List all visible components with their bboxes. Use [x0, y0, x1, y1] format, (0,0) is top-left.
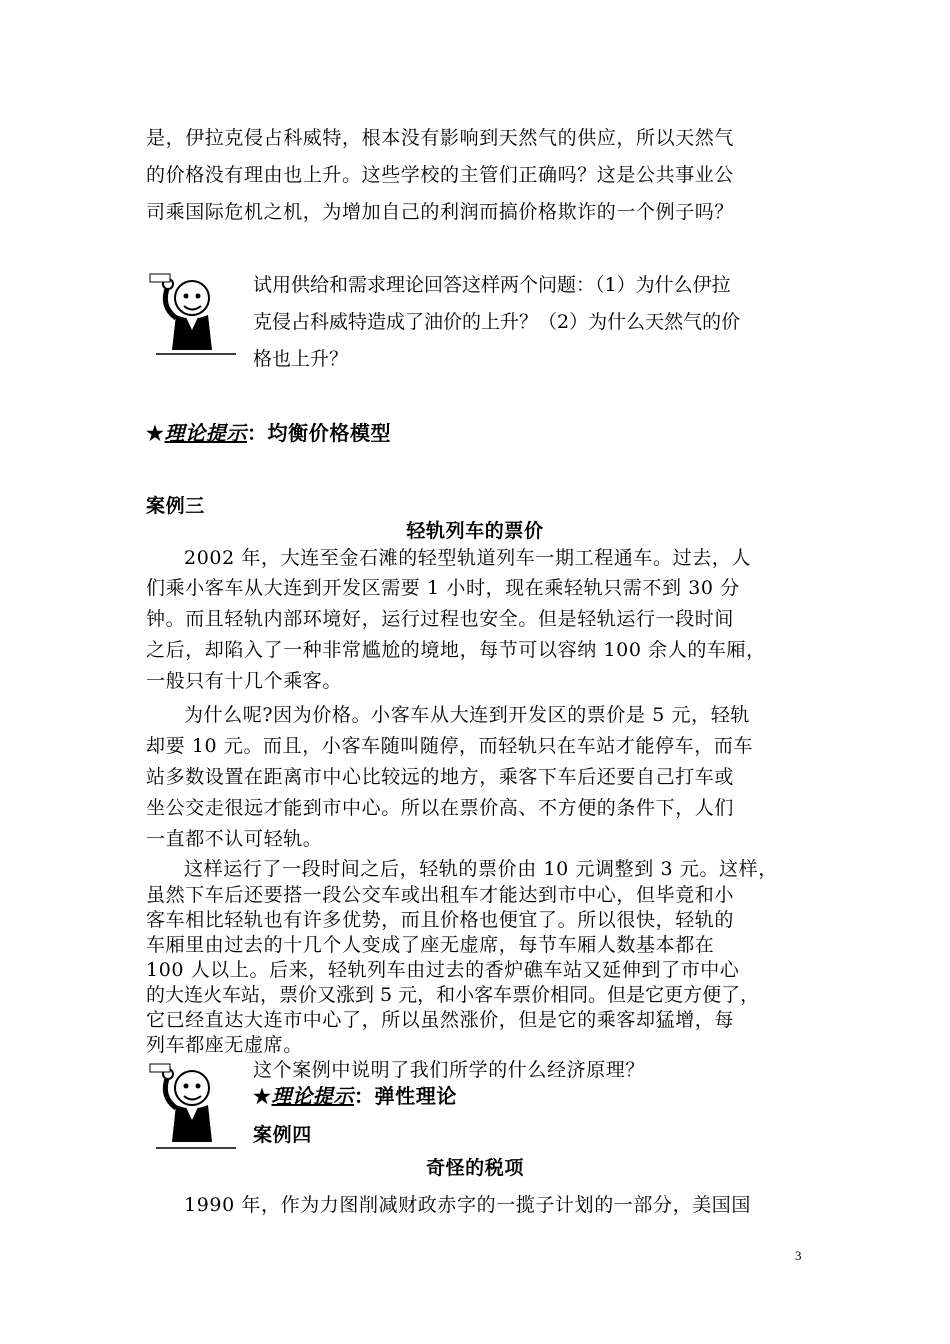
- page-number: 3: [795, 1248, 802, 1263]
- theory-hint-1: [146, 420, 391, 446]
- hint-colon: ：: [353, 1084, 375, 1108]
- case3-line-9: 坐公交走很远才能到市中心。所以在票价高、不方便的条件下，人们: [146, 797, 735, 819]
- case3-question: 这个案例中说明了我们所学的什么经济原理？: [253, 1059, 646, 1081]
- case3-line-14: 车厢里由过去的十几个人变成了座无虚席，每节车厢人数基本都在: [146, 934, 715, 956]
- hint-label: 理论提示: [271, 1084, 354, 1108]
- case4-label: 案例四: [253, 1124, 312, 1146]
- case3-title: 轻轨列车的票价: [406, 520, 544, 542]
- case3-label: 案例三: [146, 495, 205, 517]
- case3-line-15: 100 人以上。后来，轻轨列车由过去的香炉礁车站又延伸到了市中心: [146, 959, 740, 981]
- case3-line-16: 的大连火车站，票价又涨到 5 元，和小客车票价相同。但是它更方便了，: [146, 984, 760, 1006]
- case3-line-18: 列车都座无虚席。: [146, 1034, 303, 1056]
- case3-line-6: 为什么呢?因为价格。小客车从大连到开发区的票价是 5 元，轻轨: [184, 704, 750, 726]
- question1-line-1: 试用供给和需求理论回答这样两个问题：（1）为什么伊拉: [253, 274, 731, 296]
- case3-line-8: 站多数设置在距离市中心比较远的地方，乘客下车后还要自己打车或: [146, 766, 735, 788]
- intro-line-1: 是，伊拉克侵占科威特，根本没有影响到天然气的供应，所以天然气: [146, 127, 735, 149]
- hint-text: 均衡价格模型: [267, 421, 392, 445]
- case3-line-3: 钟。而且轻轨内部环境好，运行过程也安全。但是轻轨运行一段时间: [146, 608, 735, 630]
- case3-line-10: 一直都不认可轻轨。: [146, 828, 323, 850]
- case3-line-2: 们乘小客车从大连到开发区需要 1 小时，现在乘轻轨只需不到 30 分: [146, 577, 740, 599]
- hint-text: 弹性理论: [374, 1084, 457, 1108]
- case3-line-13: 客车相比轻轨也有许多优势，而且价格也便宜了。所以很快，轻轨的: [146, 909, 735, 931]
- case3-line-7: 却要 10 元。而且，小客车随叫随停，而轻轨只在车站才能停车，而车: [146, 735, 754, 757]
- intro-line-3: 司乘国际危机之机，为增加自己的利润而搞价格欺诈的一个例子吗？: [146, 201, 735, 223]
- case4-line-1: 1990 年，作为力图削减财政赤字的一揽子计划的一部分，美国国: [184, 1194, 751, 1216]
- hint-colon: ：: [246, 421, 268, 445]
- intro-line-2: 的价格没有理由也上升。这些学校的主管们正确吗？这是公共事业公: [146, 164, 735, 186]
- thinking-man-icon: [146, 268, 238, 360]
- case3-line-5: 一般只有十几个乘客。: [146, 670, 343, 692]
- case3-line-12: 虽然下车后还要搭一段公交车或出租车才能达到市中心，但毕竟和小: [146, 884, 735, 906]
- thinking-man-icon: [146, 1058, 238, 1154]
- case3-line-17: 它已经直达大连市中心了，所以虽然涨价，但是它的乘客却猛增，每: [146, 1009, 735, 1031]
- theory-hint-2: [253, 1083, 457, 1109]
- case3-line-4: 之后，却陷入了一种非常尴尬的境地，每节可以容纳 100 余人的车厢，: [146, 639, 766, 661]
- question1-line-2: 克侵占科威特造成了油价的上升？（2）为什么天然气的价: [253, 311, 741, 333]
- hint-label: 理论提示: [164, 421, 247, 445]
- question1-line-3: 格也上升？: [253, 348, 349, 370]
- case3-line-11: 这样运行了一段时间之后，轻轨的票价由 10 元调整到 3 元。这样，: [184, 858, 778, 880]
- case4-title: 奇怪的税项: [425, 1157, 524, 1179]
- star-icon: ★: [146, 421, 165, 445]
- star-icon: ★: [253, 1084, 272, 1108]
- case3-line-1: 2002 年，大连至金石滩的轻型轨道列车一期工程通车。过去，人: [184, 547, 751, 569]
